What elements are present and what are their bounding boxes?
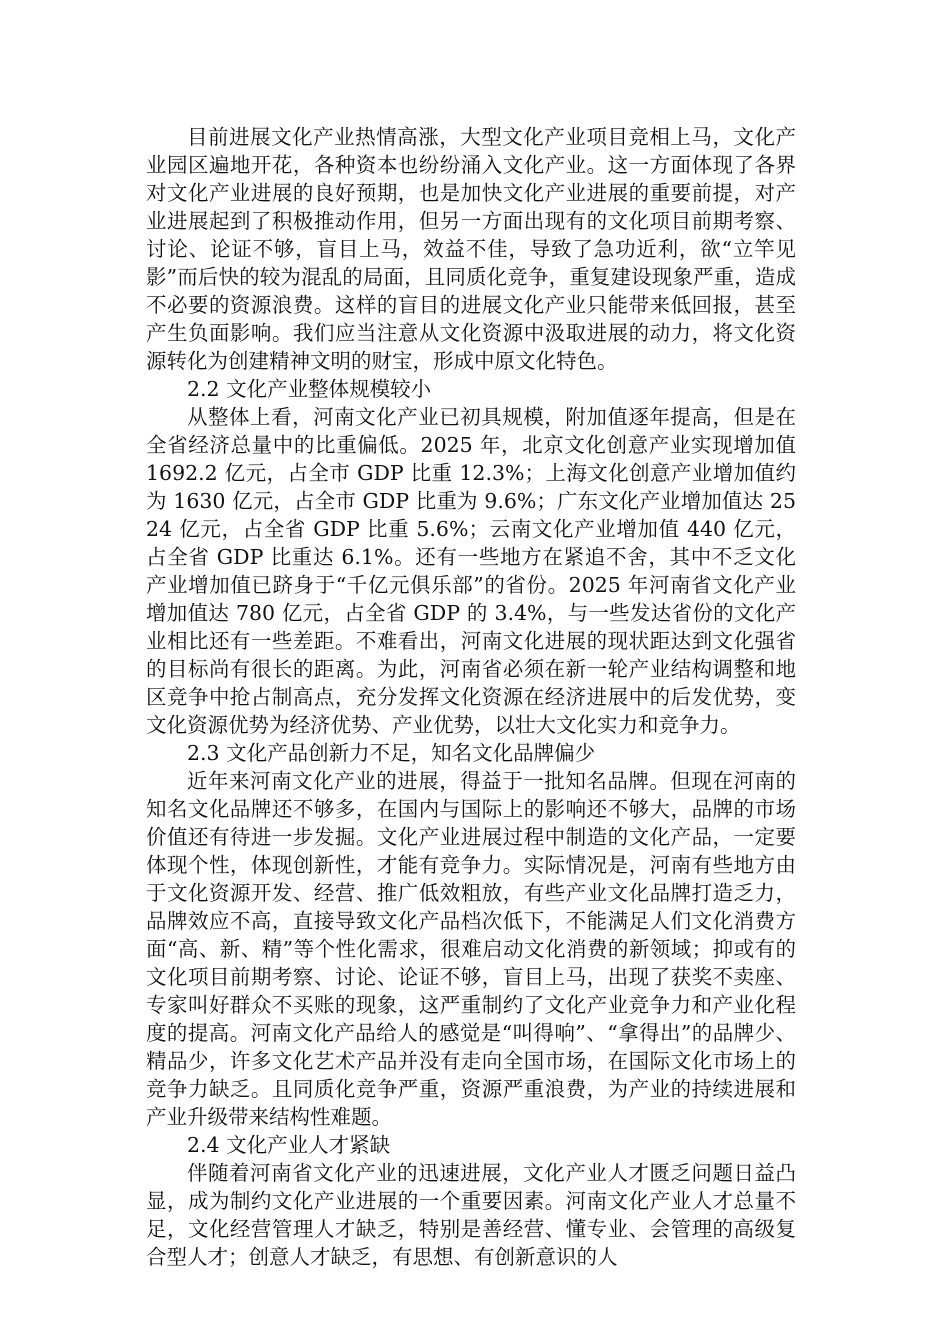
body-paragraph: 目前进展文化产业热情高涨，大型文化产业项目竞相上马，文化产业园区遍地开花，各种资本也纷纷涌入文化产业。这一方面体现了各界对文化产业进展的良好预期，也是加快文化产业进展的重要前提，对产业进展起到了积极推动作用，但另一方面出现有的文化项目前期考察、讨论、论证不够，盲目上马，效益不佳，导致了急功近利，欲“立竿见影”而后快的较为混乱的局面，且同质化竞争，重复建设现象严重，造成不必要的资源浪费。这样的盲目的进展文化产业只能带来低回报，甚至产生负面影响。我们应当注意从文化资源中汲取进展的动力，将文化资源转化为创建精神文明的财宝，形成中原文化特色。 <box>146 125 796 373</box>
body-paragraph: 近年来河南文化产业的进展，得益于一批知名品牌。但现在河南的知名文化品牌还不够多，在国内与国际上的影响还不够大，品牌的市场价值还有待进一步发掘。文化产业进展过程中制造的文化产品，一定要体现个性，体现创新性，才能有竞争力。实际情况是，河南有些地方由于文化资源开发、经营、推广低效粗放，有些产业文化品牌打造乏力，品牌效应不高，直接导致文化产品档次低下，不能满足人们文化消费方面“高、新、精”等个性化需求，很难启动文化消费的新领域；抑或有的文化项目前期考察、讨论、论证不够，盲目上马，出现了获奖不卖座、专家叫好群众不买账的现象，这严重制约了文化产业竞争力和产业化程度的提高。河南文化产品给人的感觉是“叫得响”、“拿得出”的品牌少、精品少，许多文化艺术产品并没有走向全国市场，在国际文化市场上的竞争力缺乏。且同质化竞争严重，资源严重浪费，为产业的持续进展和产业升级带来结构性难题。 <box>146 769 796 1129</box>
document-page <box>146 123 796 1271</box>
section-heading: 2.3 文化产品创新力不足，知名文化品牌偏少 <box>187 741 596 765</box>
body-paragraph: 从整体上看，河南文化产业已初具规模，附加值逐年提高，但是在全省经济总量中的比重偏低。2025 年，北京文化创意产业实现增加值 1692.2 亿元，占全市 GDP 比重 12.3%；上海文化创意产业增加值约为 1630 亿元，占全市 GDP 比重为 9.6%；广东文化产业增加值达 2524 亿元，占全省 GDP 比重 5.6%；云南文化产业增加值 440 亿元，占全省 GDP 比重达 6.1%。还有一些地方在紧追不舍，其中不乏文化产业增加值已跻身于“千亿元俱乐部”的省份。2025 年河南省文化产业增加值达 780 亿元，占全省 GDP 的 3.4%，与一些发达省份的文化产业相比还有一些差距。不难看出，河南文化进展的现状距达到文化强省的目标尚有很长的距离。为此，河南省必须在新一轮产业结构调整和地区竞争中抢占制高点，充分发挥文化资源在经济进展中的后发优势，变文化资源优势为经济优势、产业优势，以壮大文化实力和竞争力。 <box>146 405 796 737</box>
body-paragraph: 伴随着河南省文化产业的迅速进展，文化产业人才匮乏问题日益凸显，成为制约文化产业进展的一个重要因素。河南文化产业人才总量不足，文化经营管理人才缺乏，特别是善经营、懂专业、会管理的高级复合型人才；创意人才缺乏，有思想、有创新意识的人 <box>146 1161 796 1269</box>
section-heading: 2.4 文化产业人才紧缺 <box>187 1133 391 1157</box>
section-heading: 2.2 文化产业整体规模较小 <box>187 377 432 401</box>
